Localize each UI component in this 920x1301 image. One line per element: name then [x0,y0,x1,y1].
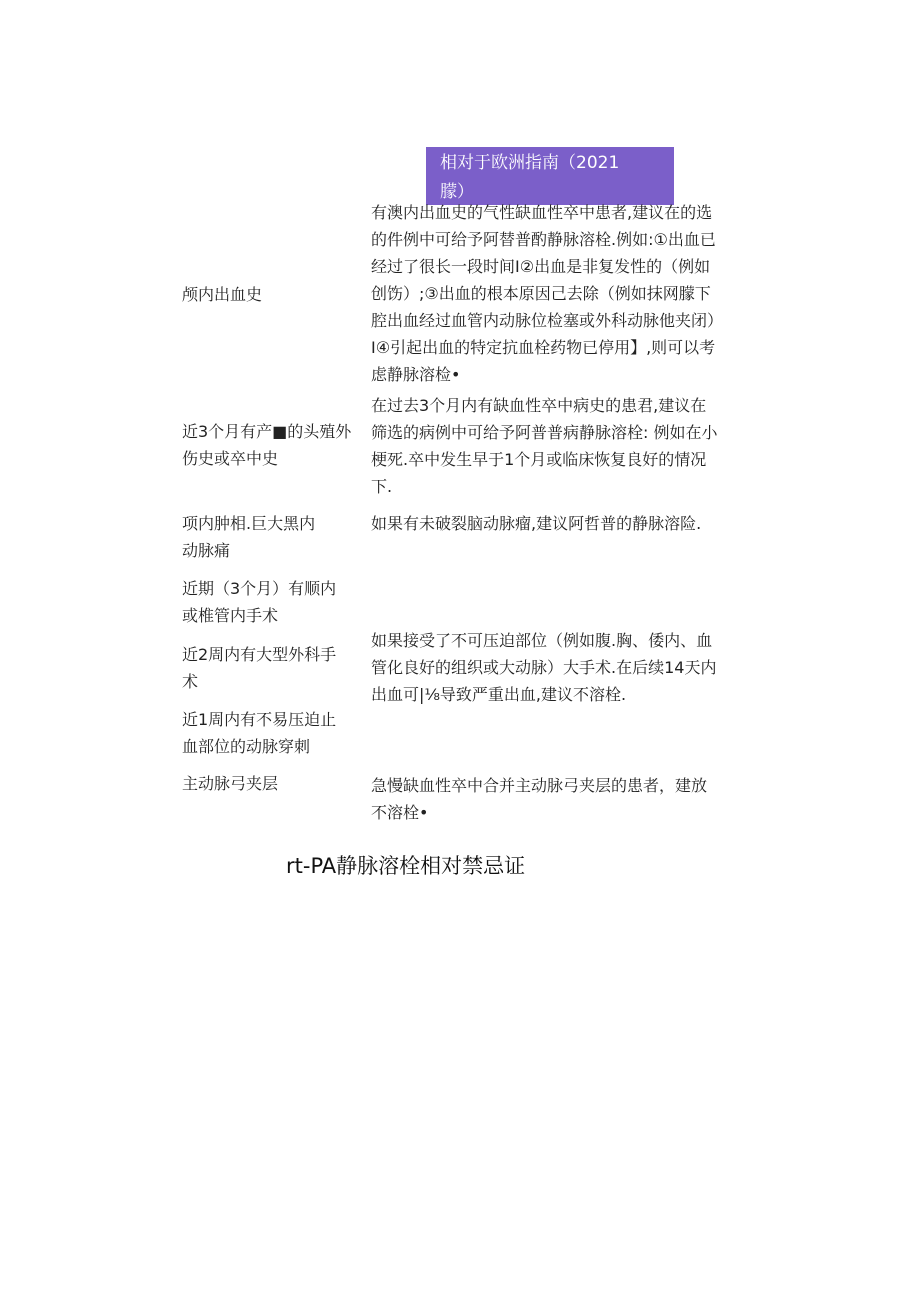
row-5-condition: 近2周内有大型外科手 术 [182,645,337,691]
table-header-europe-guideline: 相对于欧洲指南（2021 朦） [426,147,674,205]
row-1-recommendation: 有澳内出血史的气性缺血性卒中患者,建议在的选 的件例中可给予阿替普酌静脉溶栓.例如:①出血已 经过了很长一段时间I②出血是非复发性的（例如 创饬）;③出血的根本原因己去除（例如抹网朦下 腔出血经过血管内动脉位检塞或外科动脉他夹闭） I④引起出血的特定抗血栓药物已停用】,则可以考 虑静脉溶检• [371,203,724,384]
row-6-condition: 近1周内有不易压迫止 血部位的动脉穿刺 [182,710,337,756]
row-7-condition: 主动脉弓夹层 [182,774,279,793]
row-2-recommendation: 在过去3个月内有缺血性卒中病史的患君,建议在 筛选的病例中可给予阿普普病静脉溶栓: 例如在小 梗死.卒中发生早于1个月或临床恢复良好的情况 下. [371,396,718,496]
row-1-condition: 颅内出血史 [182,285,263,304]
row-3-recommendation: 如果有未破裂脑动脉瘤,建议阿哲普的静脉溶险. [371,514,702,533]
row-2-condition: 近3个月有产■的头殖外 伤史或卒中史 [182,422,352,468]
table-caption: rt-PA静脉溶栓相对禁忌证 [286,854,526,878]
row-7-recommendation: 急慢缺血性卒中合并主动脉弓夹层的患者，建放 不溶栓• [371,776,708,822]
row-3-condition: 项内肿相.巨大黑内 动脉痛 [182,514,316,560]
row-5-recommendation: 如果接受了不可压迫部位（例如腹.胸、倭内、血 管化良好的组织或大动脉）大手术.在后续14天内 出血可|⅛导致严重出血,建议不溶栓. [371,631,717,704]
row-4-condition: 近期（3个月）有顺内 或椎管内手术 [182,579,337,625]
